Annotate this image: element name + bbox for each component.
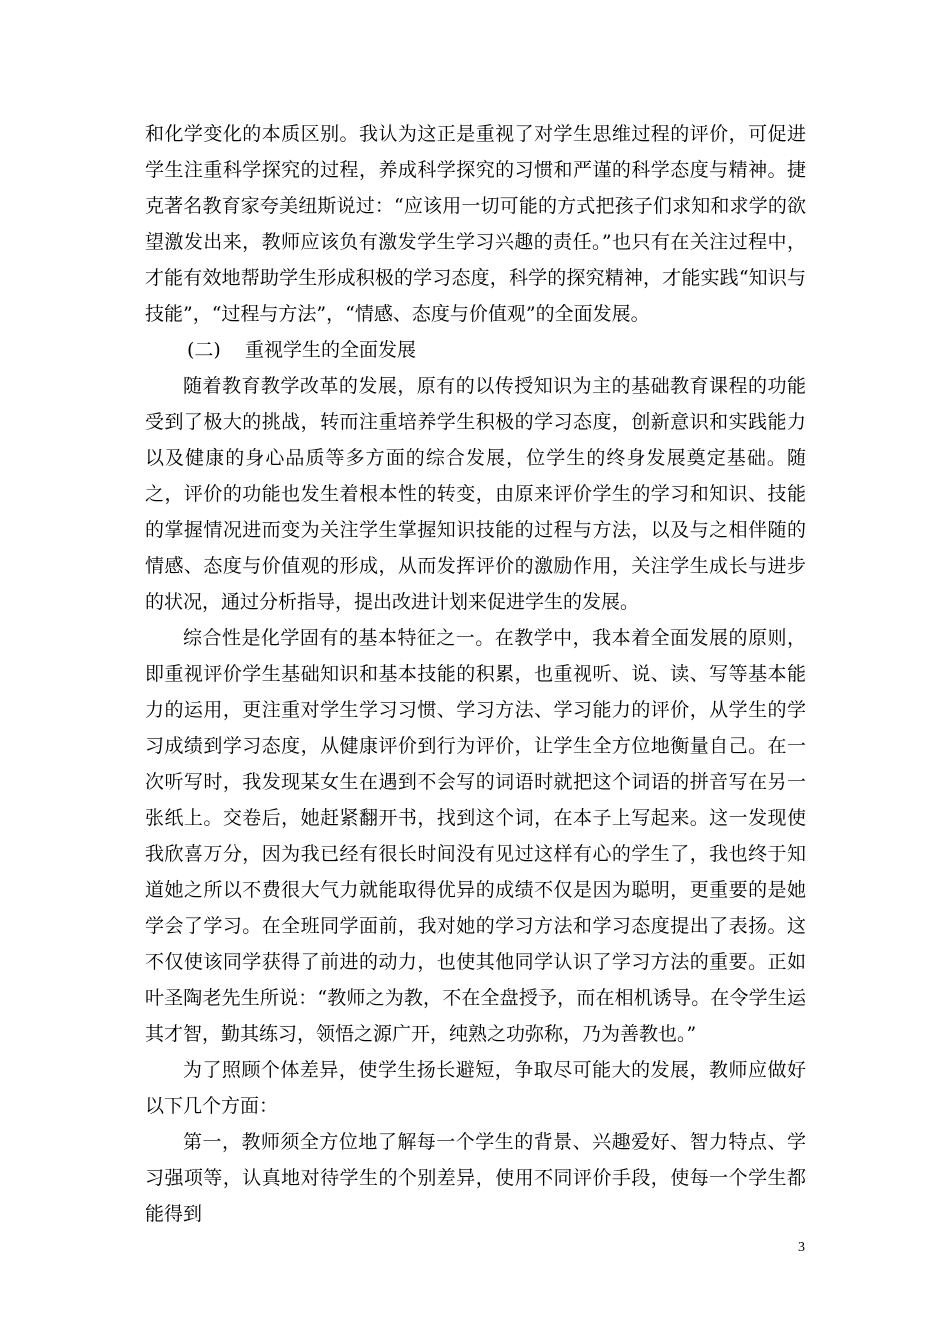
body-text <box>145 116 806 1232</box>
paragraph: 为了照顾个体差异，使学生扬长避短，争取尽可能大的发展，教师应做好以下几个方面： <box>145 1059 806 1117</box>
paragraph: 第一，教师须全方位地了解每一个学生的背景、兴趣爱好、智力特点、学习强项等，认真地对待学生的个别差异，使用不同评价手段，使每一个学生都能得到 <box>145 1131 806 1225</box>
paragraph: 综合性是化学固有的基本特征之一。在教学中，我本着全面发展的原则，即重视评价学生基础知识和基本技能的积累，也重视听、说、读、写等基本能力的运用，更注重对学生学习习惯、学习方法、学习能力的评价，从学生的学习成绩到学习态度，从健康评价到行为评价，让学生全方位地衡量自己。在一次听写时，我发现某女生在遇到不会写的词语时就把这个词语的拼音写在另一张纸上。交卷后，她赶紧翻开书，找到这个词，在本子上写起来。这一发现使我欣喜万分，因为我已经有很长时间没有见过这样有心的学生了，我也终于知道她之所以不费很大气力就能取得优异的成绩不仅是因为聪明，更重要的是她学会了学习。在全班同学面前，我对她的学习方法和学习态度提出了表扬。这不仅使该同学获得了前进的动力，也使其他同学认识了学习方法的重要。正如叶圣陶老先生所说：“教师之为教，不在全盘授予，而在相机诱导。在令学生运其才智，勤其练习，领悟之源广开，纯熟之功弥称，乃为善教也。” <box>145 627 806 1045</box>
section-heading-number: (二) <box>187 339 221 361</box>
page-number: 3 <box>798 1240 805 1255</box>
paragraph-continuation: 和化学变化的本质区别。我认为这正是重视了对学生思维过程的评价，可促进学生注重科学探究的过程，养成科学探究的习惯和严谨的科学态度与精神。捷克著名教育家夸美纽斯说过：“应该用一切可能的方式把孩子们求知和求学的欲望激发出来，教师应该负有激发学生学习兴趣的责任。”也只有在关注过程中，才能有效地帮助学生形成积极的学习态度，科学的探究精神，才能实践“知识与技能”，“过程与方法”，“情感、态度与价值观”的全面发展。 <box>145 123 806 325</box>
section-heading-title: 重视学生的全面发展 <box>245 339 417 361</box>
section-heading <box>145 332 806 368</box>
paragraph: 随着教育教学改革的发展，原有的以传授知识为主的基础教育课程的功能受到了极大的挑战，转而注重培养学生积极的学习态度，创新意识和实践能力以及健康的身心品质等多方面的综合发展，位学生的终身发展奠定基础。随之，评价的功能也发生着根本性的转变，由原来评价学生的学习和知识、技能的掌握情况进而变为关注学生掌握知识技能的过程与方法，以及与之相伴随的情感、态度与价值观的形成，从而发挥评价的激励作用，关注学生成长与进步的状况，通过分析指导，提出改进计划来促进学生的发展。 <box>145 375 806 613</box>
